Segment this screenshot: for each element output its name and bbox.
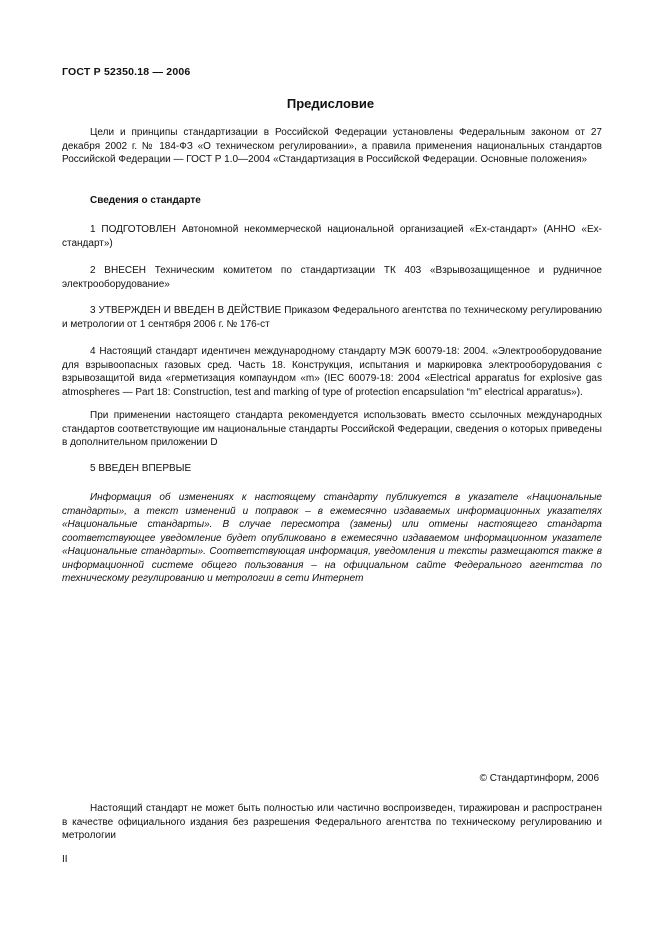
- info-item-1: 1 ПОДГОТОВЛЕН Автономной некоммерческой национальной организацией «Ех-стандарт» (АННО «Ех-стандарт»): [62, 224, 602, 249]
- document-header: ГОСТ Р 52350.18 — 2006: [62, 66, 191, 78]
- info-item-2: 2 ВНЕСЕН Техническим комитетом по стандартизации ТК 403 «Взрывозащищенное и рудничное электрооборудование»: [62, 265, 602, 290]
- page-title: Предисловие: [286, 96, 375, 111]
- info-item-3: 3 УТВЕРЖДЕН И ВВЕДЕН В ДЕЙСТВИЕ Приказом Федерального агентства по техническому регулированию и метрологии от 1 сентября 2006 г. № 176-ст: [62, 305, 602, 330]
- legal-notice: Настоящий стандарт не может быть полностью или частично воспроизведен, тиражирован и распространен в качестве официального издания без разрешения Федерального агентства по техническому регулированию и метрологии: [62, 803, 602, 841]
- changes-info-paragraph: Информация об изменениях к настоящему стандарту публикуется в указателе «Национальные стандарты», а текст изменений и поправок – в ежемесячно издаваемых информационных указателях «Национальные стандарты». В случае пересмотра (замены) или отмены настоящего стандарта соответствующее уведомление будет опубликовано в ежемесячно издаваемом информационном указателе «Национальные стандарты». Соответствующая информация, уведомления и тексты размещаются также в информационной системе общего пользования – на официальном сайте Федерального агентства по техническому регулированию и метрологии в сети Интернет: [62, 492, 602, 584]
- info-item-5: 5 ВВЕДЕН ВПЕРВЫЕ: [90, 463, 192, 474]
- info-item-4: 4 Настоящий стандарт идентичен международному стандарту МЭК 60079-18: 2004. «Электрооборудование для взрывоопасных газовых сред. Часть 18. Конструкция, испытания и маркировка электрооборудования с взрывозащитой вида «герметизация компаундом «m» (IEC 60079-18: 2004 «Electrical apparatus for explosive gas atmospheres — Part 18: Construction, test and marking of type of protection encapsulation “m” electrical apparatus»).: [62, 346, 602, 398]
- copyright-notice: © Стандартинформ, 2006: [479, 773, 599, 784]
- page-number: II: [62, 854, 68, 865]
- intro-paragraph: Цели и принципы стандартизации в Российской Федерации установлены Федеральным законом от 27 декабря 2002 г. № 184-ФЗ «О техническом регулировании», а правила применения национальных стандартов Российской Федерации — ГОСТ Р 1.0—2004 «Стандартизация в Российской Федерации. Основные положения»: [62, 127, 602, 165]
- section-heading: Сведения о стандарте: [90, 195, 201, 206]
- info-item-4-note: При применении настоящего стандарта рекомендуется использовать вместо ссылочных международных стандартов соответствующие им национальные стандарты Российской Федерации, сведения о которых приведены в дополнительном приложении D: [62, 410, 602, 448]
